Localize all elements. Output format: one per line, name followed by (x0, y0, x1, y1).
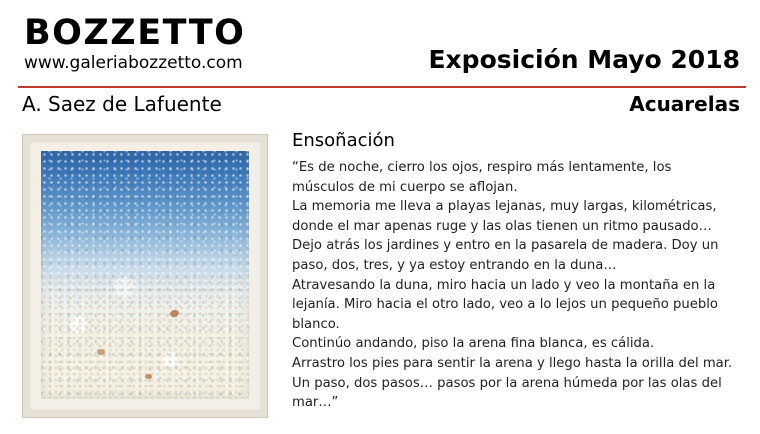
poem-line: lejanía. Miro hacia el otro lado, veo a lo lejos un pequeño pueblo (292, 297, 718, 313)
gallery-name: BOZZETTO (24, 13, 246, 53)
poem-line: Atravesando la duna, miro hacia un lado y veo la montaña en la (292, 277, 716, 293)
subheader (0, 90, 760, 126)
artist-name: A. Saez de Lafuente (22, 92, 222, 116)
gallery-website: www.galeriabozzetto.com (24, 53, 243, 73)
poem-title: Ensoñación (292, 130, 395, 151)
header (0, 0, 760, 86)
poem-line: mar…” (292, 395, 339, 411)
artwork-painting (41, 151, 249, 399)
poem-line: paso, dos, tres, y ya estoy entrando en la duna… (292, 257, 617, 273)
poem-line: músculos de mi cuerpo se aflojan. (292, 179, 518, 195)
artwork-image (22, 134, 268, 418)
gallery-brand (24, 14, 354, 73)
poem-line: Un paso, dos pasos… pasos por la arena húmeda por las olas del (292, 375, 722, 391)
poem-line: blanco. (292, 316, 340, 332)
exhibition-title: Exposición Mayo 2018 (428, 45, 740, 74)
header-divider (18, 86, 746, 88)
poem-text (292, 158, 744, 413)
poem-line: “Es de noche, cierro los ojos, respiro más lentamente, los (292, 160, 672, 175)
sand-texture (41, 275, 249, 399)
poem-line: La memoria me lleva a playas lejanas, muy largas, kilométricas, (292, 199, 717, 215)
poem-block (292, 130, 744, 413)
poem-line: Arrastro los pies para sentir la arena y llego hasta la orilla del mar. (292, 355, 733, 371)
poem-line: donde el mar apenas ruge y las olas tienen un ritmo pausado… (292, 218, 712, 234)
poem-line: Continúo andando, piso la arena fina blanca, es cálida. (292, 336, 655, 352)
artwork-mat (29, 141, 261, 411)
technique-label: Acuarelas (629, 92, 740, 116)
poem-line: Dejo atrás los jardines y entro en la pasarela de madera. Doy un (292, 238, 719, 254)
